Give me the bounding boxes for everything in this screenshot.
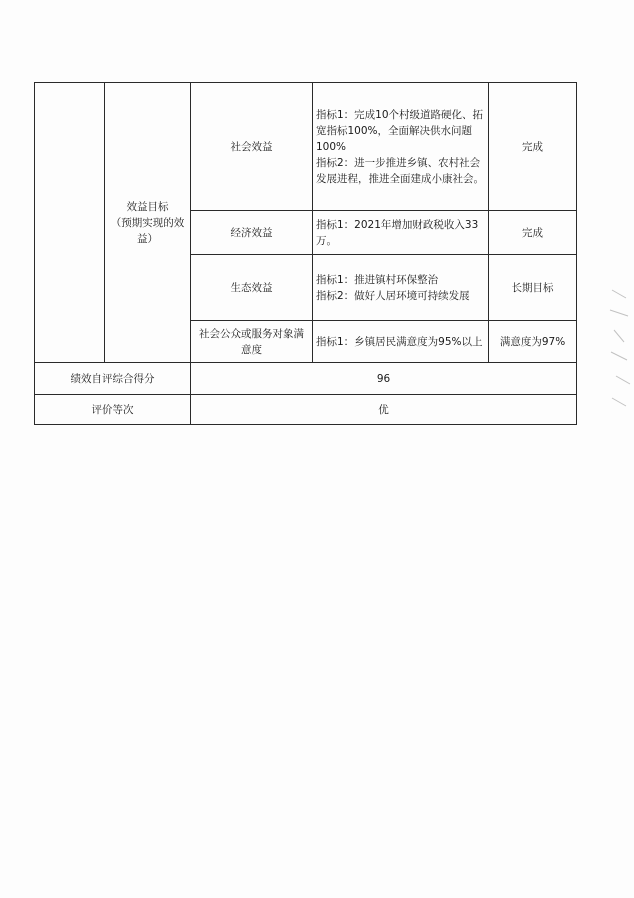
blank-left-cell (35, 83, 105, 363)
benefit-status: 满意度为97% (489, 321, 577, 363)
benefit-name: 生态效益 (191, 255, 313, 321)
performance-evaluation-table (34, 82, 577, 425)
grade-row (35, 395, 577, 425)
benefit-status: 完成 (489, 83, 577, 211)
score-row (35, 363, 577, 395)
benefit-status: 完成 (489, 211, 577, 255)
benefit-status: 长期目标 (489, 255, 577, 321)
benefit-indicator: 指标1：推进镇村环保整治 指标2：做好人居环境可持续发展 (313, 255, 489, 321)
benefit-target-label: 效益目标 （预期实现的效益） (105, 83, 191, 363)
grade-label: 评价等次 (35, 395, 191, 425)
benefit-indicator: 指标1：完成10个村级道路硬化、拓宽指标100%，全面解决供水问题100% 指标2：进一步推进乡镇、农村社会发展进程，推进全面建成小康社会。 (313, 83, 489, 211)
score-value: 96 (191, 363, 577, 395)
grade-value: 优 (191, 395, 577, 425)
benefit-indicator: 指标1：乡镇居民满意度为95%以上 (313, 321, 489, 363)
benefit-indicator: 指标1：2021年增加财政税收入33万。 (313, 211, 489, 255)
benefit-name: 社会公众或服务对象满意度 (191, 321, 313, 363)
table-row (35, 83, 577, 211)
benefit-name: 社会效益 (191, 83, 313, 211)
scan-edge-artifact (606, 280, 632, 420)
score-label: 绩效自评综合得分 (35, 363, 191, 395)
benefit-name: 经济效益 (191, 211, 313, 255)
